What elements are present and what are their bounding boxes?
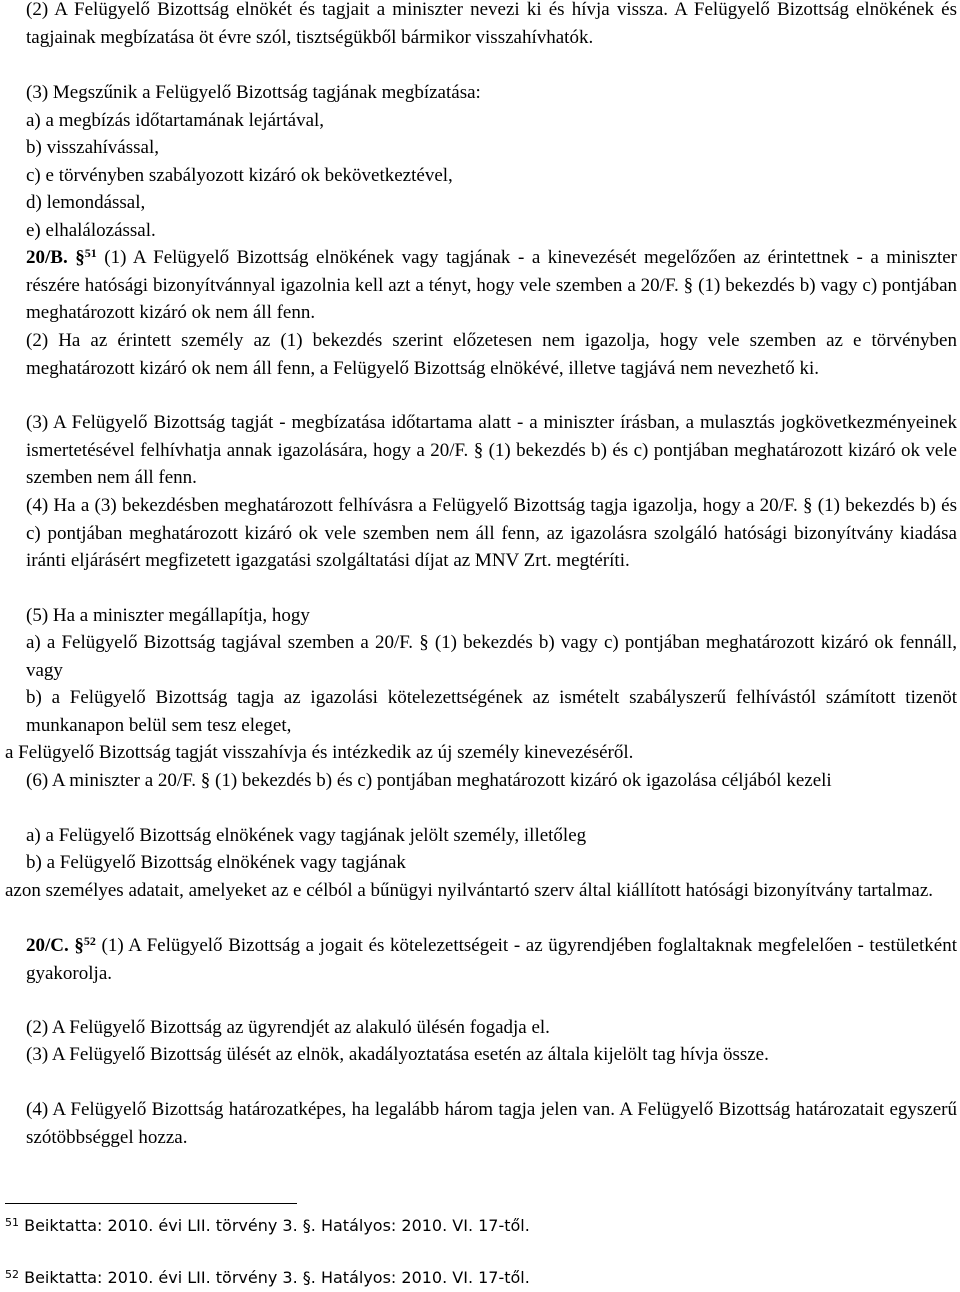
paragraph-20a-2: (2) A Felügyelő Bizottság elnökét és tagjait a miniszter nevezi ki és hívja vissza. A Felügyelő Bizottság elnökének és tagjainak megbízatása öt évre szól, tisztségükből bármikor visszahívhatók. (26, 0, 957, 48)
list-item-b: b) visszahívással, (26, 137, 159, 158)
section-20b-paragraph-5-closing: a Felügyelő Bizottság tagját visszahívja és intézkedik az új személy kinevezéséről. (5, 742, 634, 763)
footnote-ref-52[interactable]: 52 (83, 934, 96, 948)
list-item-d: d) lemondással, (26, 192, 146, 213)
footnote-text: Beiktatta: 2010. évi LII. törvény 3. §. Hatályos: 2010. VI. 17-től. (19, 1268, 530, 1287)
section-20b-paragraph-6-closing: azon személyes adatait, amelyeket az e célból a bűnügyi nyilvántartó szerv által kiállított hatósági bizonyítvány tartalmaz. (5, 880, 934, 901)
list-item-c: c) e törvényben szabályozott kizáró ok bekövetkeztével, (26, 165, 453, 186)
section-20c-label: 20/C. § (26, 935, 84, 956)
section-20b-paragraph-5a: a) a Felügyelő Bizottság tagjával szemben a 20/F. § (1) bekezdés b) vagy c) pontjában meghatározott kizáró ok fennáll, vagy (26, 632, 957, 681)
list-item-e: e) elhalálozással. (26, 220, 156, 241)
section-20b-paragraph-6a: a) a Felügyelő Bizottság elnökének vagy tagjának jelölt személy, illetőleg (26, 825, 587, 846)
list-item-a: a) a megbízás időtartamának lejártával, (26, 110, 325, 131)
section-20c-text-1: (1) A Felügyelő Bizottság a jogait és kötelezettségeit - az ügyrendjében foglaltaknak megfelelően - testületként gyakorolja. (26, 935, 958, 984)
section-20c-paragraph-3: (3) A Felügyelő Bizottság ülését az elnök, akadályoztatása esetén az általa kijelölt tag hívja össze. (26, 1044, 769, 1065)
section-20c-paragraph-4: (4) A Felügyelő Bizottság határozatképes, ha legalább három tagja jelen van. A Felügyelő Bizottság határozatait egyszerű szótöbbséggel hozza. (26, 1099, 957, 1148)
section-20b-paragraph-1 (5, 244, 957, 327)
section-20c-paragraph-1 (5, 932, 957, 987)
footnote-separator (5, 1203, 297, 1204)
section-20b-text-1: (1) A Felügyelő Bizottság elnökének vagy tagjának - a kinevezését megelőzően az érintettnek - a miniszter részére hatósági bizonyítvánnyal igazolnia kell azt a tényt, hogy vele szemben a 20/F. § (1) bekezdés b) vagy c) pontjában meghatározott kizáró ok nem áll fenn. (26, 247, 957, 323)
footnote-number: 51 (5, 1216, 19, 1229)
section-20b-paragraph-5b: b) a Felügyelő Bizottság tagja az igazolási kötelezettségének az ismételt szabályszerű felhívástól számított tizenöt munkanapon belül sem tesz eleget, (26, 687, 957, 736)
section-20b-paragraph-5: (5) Ha a miniszter megállapítja, hogy (26, 605, 310, 626)
paragraph-20a-3: (3) Megszűnik a Felügyelő Bizottság tagjának megbízatása: (26, 82, 481, 103)
section-20b-paragraph-2: (2) Ha az érintett személy az (1) bekezdés szerint előzetesen nem igazolja, hogy vele szemben az e törvényben meghatározott kizáró ok nem áll fenn, a Felügyelő Bizottság elnökévé, illetve tagjává nem nevezhető ki. (26, 330, 957, 379)
footnote-number: 52 (5, 1268, 19, 1281)
section-20b-paragraph-6b: b) a Felügyelő Bizottság elnökének vagy tagjának (26, 852, 406, 873)
footnote-ref-51[interactable]: 51 (84, 246, 97, 260)
footnote-text: Beiktatta: 2010. évi LII. törvény 3. §. Hatályos: 2010. VI. 17-től. (19, 1216, 530, 1235)
section-20b-paragraph-3: (3) A Felügyelő Bizottság tagját - megbízatása időtartama alatt - a miniszter írásban, a mulasztás jogkövetkezményeinek ismertetésével felhívhatja annak igazolására, hogy a 20/F. § (1) bekezdés b) és c) pontjában meghatározott kizáró ok vele szemben nem áll fenn. (26, 412, 957, 488)
section-20b-label: 20/B. § (26, 247, 85, 268)
section-20b-paragraph-4: (4) Ha a (3) bekezdésben meghatározott felhívásra a Felügyelő Bizottság tagja igazolja, hogy a 20/F. § (1) bekezdés b) és c) pontjában meghatározott kizáró ok vele szemben nem áll fenn, az igazolásra szolgáló hatósági bizonyítvány kiadása iránti eljárásért megfizetett igazgatási szolgáltatási díjat az MNV Zrt. megtéríti. (26, 495, 957, 571)
section-20c-paragraph-2: (2) A Felügyelő Bizottság az ügyrendjét az alakuló ülésén fogadja el. (26, 1017, 550, 1038)
footnote-51 (5, 1216, 530, 1236)
footnote-52 (5, 1268, 530, 1288)
section-20b-paragraph-6: (6) A miniszter a 20/F. § (1) bekezdés b) és c) pontjában meghatározott kizáró ok igazolása céljából kezeli (26, 770, 832, 791)
